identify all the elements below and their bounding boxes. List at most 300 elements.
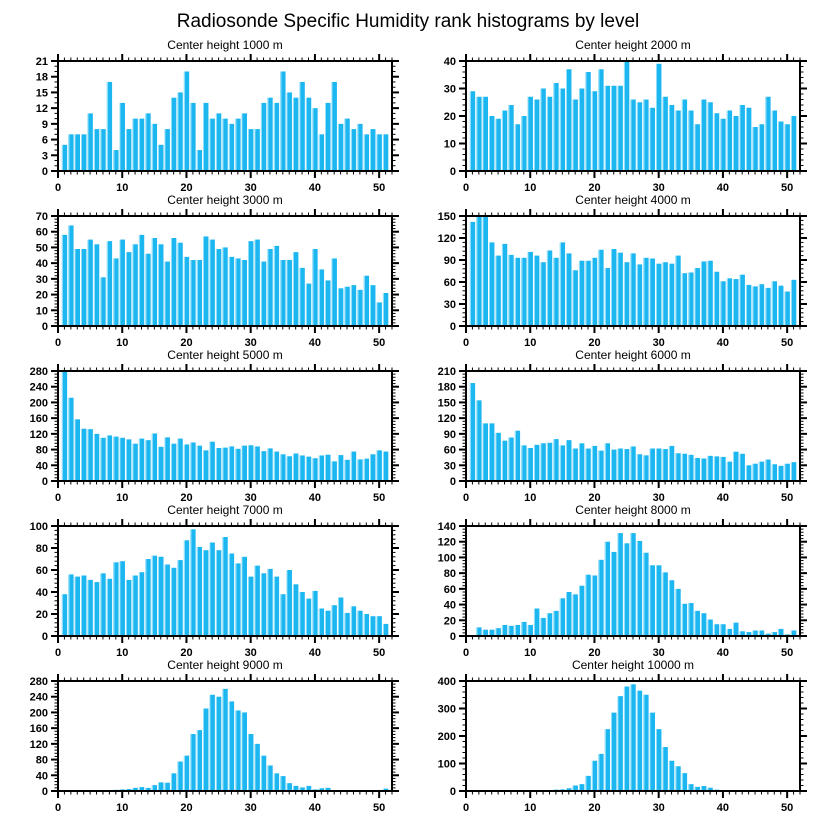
histogram-bar	[630, 253, 635, 326]
histogram-bar	[242, 712, 247, 791]
histogram-bar	[752, 127, 757, 171]
histogram-bar	[331, 605, 336, 636]
histogram-bar	[184, 71, 189, 171]
histogram-bar	[521, 116, 526, 171]
histogram-canvas-3000m	[10, 208, 408, 348]
histogram-bar	[274, 452, 279, 481]
histogram-bar	[177, 92, 182, 171]
histogram-bar	[75, 134, 80, 171]
histogram-grid	[0, 38, 816, 813]
histogram-bar	[572, 100, 577, 172]
histogram-bar	[338, 598, 343, 637]
histogram-bar	[364, 276, 369, 326]
y-tick-label: 0	[41, 786, 48, 798]
subplot-title: Center height 7000 m	[167, 503, 283, 517]
histogram-bar	[675, 111, 680, 172]
histogram-bar	[759, 462, 764, 481]
x-tick-label: 40	[308, 337, 322, 348]
y-tick-label: 180	[437, 381, 456, 394]
histogram-bar	[293, 584, 298, 636]
histogram-bar	[274, 246, 279, 326]
x-tick-label: 40	[308, 647, 322, 658]
histogram-bar	[720, 119, 725, 171]
y-tick-label: 20	[35, 609, 48, 621]
histogram-bar	[598, 250, 603, 326]
histogram-canvas-2000m	[418, 53, 816, 193]
histogram-bar	[299, 592, 304, 636]
histogram-bar	[139, 119, 144, 171]
y-tick-label: 60	[443, 583, 456, 596]
x-tick-label: 10	[116, 182, 129, 193]
histogram-bar	[495, 628, 500, 636]
histogram-bar	[624, 449, 629, 481]
histogram-bar	[81, 249, 86, 326]
histogram-bar	[280, 454, 285, 481]
y-tick-label: 80	[443, 568, 456, 581]
histogram-bar	[319, 269, 324, 326]
histogram-bar	[261, 262, 266, 326]
histogram-bar	[94, 434, 99, 481]
histogram-bar	[171, 444, 176, 481]
histogram-bar	[656, 64, 661, 171]
histogram-bar	[739, 454, 744, 481]
y-tick-label: 3	[41, 150, 48, 163]
y-tick-label: 40	[35, 460, 48, 473]
histogram-bar	[515, 625, 520, 636]
histogram-bar	[287, 570, 292, 636]
histogram-bar	[87, 580, 92, 636]
histogram-bar	[579, 89, 584, 172]
histogram-bar	[624, 543, 629, 636]
histogram-bar	[306, 98, 311, 171]
histogram-bar	[727, 462, 732, 481]
histogram-bar	[650, 713, 655, 791]
histogram-bar	[540, 89, 545, 172]
histogram-bar	[579, 784, 584, 791]
y-tick-label: 120	[437, 233, 456, 245]
histogram-bar	[62, 145, 67, 171]
histogram-bar	[319, 609, 324, 637]
histogram-bar	[75, 577, 80, 636]
histogram-bar	[701, 261, 706, 326]
y-tick-label: 160	[29, 723, 48, 736]
x-tick-label: 50	[373, 337, 386, 348]
histogram-bar	[476, 400, 481, 481]
histogram-bar	[222, 537, 227, 636]
histogram-bar	[508, 255, 513, 326]
histogram-bar	[62, 235, 67, 326]
histogram-bar	[669, 264, 674, 326]
histogram-bar	[267, 569, 272, 636]
histogram-bar	[739, 275, 744, 326]
histogram-bar	[688, 111, 693, 172]
histogram-bar	[521, 445, 526, 481]
histogram-bar	[701, 613, 706, 636]
y-tick-label: 200	[29, 397, 48, 410]
histogram-bar	[714, 624, 719, 636]
histogram-bar	[100, 129, 105, 171]
x-tick-label: 20	[180, 182, 193, 193]
histogram-bar	[560, 89, 565, 172]
histogram-bar	[177, 762, 182, 791]
histogram-bar	[528, 252, 533, 326]
histogram-bar	[784, 292, 789, 326]
histogram-bar	[765, 288, 770, 326]
y-tick-label: 200	[29, 707, 48, 720]
y-tick-label: 120	[437, 536, 456, 549]
histogram-bar	[145, 113, 150, 171]
histogram-bar	[714, 272, 719, 326]
histogram-bar	[643, 455, 648, 481]
histogram-bar	[203, 236, 208, 326]
histogram-bar	[598, 69, 603, 171]
histogram-bar	[746, 285, 751, 326]
histogram-bar	[312, 108, 317, 171]
histogram-bar	[566, 440, 571, 481]
histogram-bar	[274, 103, 279, 171]
histogram-bar	[720, 624, 725, 636]
histogram-bar	[370, 285, 375, 326]
histogram-bar	[274, 773, 279, 791]
x-tick-label: 10	[116, 492, 129, 503]
x-tick-label: 30	[652, 802, 665, 813]
histogram-bar	[197, 547, 202, 636]
histogram-bar	[695, 268, 700, 326]
histogram-bar	[75, 249, 80, 326]
histogram-bar	[778, 629, 783, 636]
histogram-bar	[120, 240, 125, 326]
histogram-bar	[261, 451, 266, 481]
histogram-bar	[553, 83, 558, 171]
x-tick-label: 0	[462, 647, 470, 658]
histogram-bar	[682, 273, 687, 326]
histogram-bar	[100, 438, 105, 481]
histogram-bar	[592, 258, 597, 326]
histogram-bar	[190, 734, 195, 791]
histogram-bar	[94, 129, 99, 171]
histogram-bar	[791, 116, 796, 171]
histogram-bar	[656, 729, 661, 791]
histogram-bar	[184, 257, 189, 326]
histogram-bar	[209, 695, 214, 791]
histogram-bar	[630, 446, 635, 481]
histogram-bar	[572, 449, 577, 481]
histogram-bar	[338, 124, 343, 171]
histogram-bar	[164, 262, 169, 326]
histogram-bar	[772, 111, 777, 172]
histogram-bar	[158, 244, 163, 326]
histogram-bar	[720, 281, 725, 326]
histogram-bar	[68, 134, 73, 171]
histogram-bar	[287, 260, 292, 326]
histogram-bar	[216, 249, 221, 326]
histogram-bar	[682, 604, 687, 636]
histogram-bar	[733, 452, 738, 481]
y-tick-label: 18	[35, 71, 48, 84]
histogram-bar	[547, 97, 552, 171]
histogram-bar	[287, 783, 292, 791]
y-tick-label: 0	[41, 476, 48, 488]
x-tick-label: 50	[781, 492, 794, 503]
histogram-bar	[637, 691, 642, 791]
histogram-bar	[759, 124, 764, 171]
histogram-bar	[94, 244, 99, 326]
x-tick-label: 0	[54, 337, 62, 348]
y-tick-label: 30	[443, 299, 456, 311]
histogram-bar	[682, 454, 687, 481]
x-tick-label: 30	[244, 182, 257, 193]
y-tick-label: 0	[449, 476, 456, 488]
histogram-bar	[643, 100, 648, 172]
histogram-bar	[521, 622, 526, 636]
histogram-bar	[216, 697, 221, 791]
histogram-bar	[68, 574, 73, 636]
histogram-bar	[585, 72, 590, 171]
histogram-bar	[495, 256, 500, 326]
histogram-bar	[784, 124, 789, 171]
histogram-bar	[376, 134, 381, 171]
histogram-bar	[778, 122, 783, 172]
histogram-bar	[222, 448, 227, 481]
histogram-bar	[528, 625, 533, 636]
histogram-bar	[695, 124, 700, 171]
histogram-bar	[145, 254, 150, 326]
histogram-bar	[152, 238, 157, 326]
y-tick-label: 240	[29, 691, 48, 704]
subplot-center-height-9000m	[0, 658, 408, 813]
histogram-bar	[605, 443, 610, 481]
histogram-bar	[650, 449, 655, 481]
histogram-bar	[572, 270, 577, 326]
histogram-bar	[113, 258, 118, 326]
histogram-bar	[364, 614, 369, 636]
histogram-bar	[351, 452, 356, 481]
histogram-bar	[319, 455, 324, 481]
histogram-bar	[139, 439, 144, 481]
histogram-bar	[229, 124, 234, 171]
histogram-bar	[495, 433, 500, 481]
histogram-bar	[81, 134, 86, 171]
histogram-bar	[784, 464, 789, 481]
histogram-bar	[113, 562, 118, 636]
histogram-bar	[242, 446, 247, 481]
histogram-bar	[344, 119, 349, 171]
histogram-canvas-5000m	[10, 363, 408, 503]
y-tick-label: 60	[443, 277, 456, 289]
subplot-center-height-2000m	[408, 38, 816, 193]
histogram-bar	[508, 626, 513, 636]
histogram-bar	[765, 97, 770, 171]
histogram-bar	[197, 260, 202, 326]
histogram-bar	[515, 124, 520, 171]
histogram-bar	[312, 458, 317, 481]
subplot-center-height-1000m	[0, 38, 408, 193]
x-tick-label: 0	[54, 182, 62, 193]
histogram-canvas-8000m	[418, 518, 816, 658]
y-tick-label: 6	[41, 134, 48, 147]
histogram-bar	[351, 129, 356, 171]
histogram-bar	[489, 116, 494, 171]
x-tick-label: 50	[781, 337, 794, 348]
y-tick-label: 30	[35, 273, 48, 286]
histogram-bar	[158, 447, 163, 481]
histogram-bar	[688, 603, 693, 636]
histogram-bar	[235, 449, 240, 481]
histogram-bar	[502, 441, 507, 481]
histogram-bar	[547, 613, 552, 636]
histogram-bar	[534, 609, 539, 637]
x-tick-label: 20	[588, 647, 601, 658]
histogram-bar	[222, 247, 227, 326]
histogram-bar	[100, 573, 105, 636]
histogram-bar	[656, 449, 661, 481]
histogram-bar	[280, 260, 285, 326]
histogram-bar	[177, 243, 182, 326]
histogram-bar	[319, 134, 324, 171]
x-tick-label: 30	[652, 647, 665, 658]
histogram-bar	[489, 242, 494, 326]
histogram-bar	[261, 103, 266, 171]
histogram-bar	[617, 533, 622, 636]
histogram-bar	[592, 576, 597, 637]
histogram-bar	[126, 129, 131, 171]
histogram-bar	[656, 565, 661, 636]
histogram-bar	[791, 462, 796, 481]
histogram-bar	[293, 454, 298, 482]
histogram-bar	[617, 253, 622, 326]
histogram-bar	[701, 458, 706, 481]
histogram-bar	[707, 261, 712, 326]
x-tick-label: 30	[652, 182, 665, 193]
histogram-bar	[733, 116, 738, 171]
histogram-bar	[598, 560, 603, 636]
y-tick-label: 0	[41, 631, 48, 643]
y-tick-label: 21	[35, 56, 48, 68]
histogram-bar	[727, 278, 732, 326]
histogram-bar	[637, 102, 642, 171]
histogram-bar	[370, 454, 375, 481]
subplot-title: Center height 9000 m	[167, 658, 283, 672]
histogram-bar	[534, 256, 539, 326]
histogram-bar	[688, 784, 693, 791]
histogram-bar	[229, 554, 234, 637]
histogram-bar	[572, 594, 577, 636]
histogram-bar	[242, 557, 247, 636]
histogram-bar	[248, 241, 253, 326]
x-tick-label: 0	[462, 802, 470, 813]
histogram-bar	[100, 277, 105, 326]
histogram-bar	[515, 258, 520, 326]
histogram-bar	[662, 97, 667, 171]
histogram-bar	[107, 435, 112, 481]
x-tick-label: 10	[524, 182, 537, 193]
x-tick-label: 40	[716, 182, 730, 193]
histogram-bar	[566, 69, 571, 171]
y-tick-label: 280	[29, 366, 48, 378]
y-tick-label: 100	[437, 758, 456, 771]
y-tick-label: 90	[443, 255, 456, 267]
x-tick-label: 40	[716, 492, 730, 503]
histogram-bar	[630, 100, 635, 172]
subplot-title: Center height 6000 m	[575, 348, 691, 362]
histogram-bar	[68, 398, 73, 481]
histogram-bar	[145, 440, 150, 481]
x-tick-label: 50	[781, 647, 794, 658]
y-tick-label: 0	[41, 321, 48, 333]
histogram-bar	[553, 258, 558, 326]
histogram-bar	[540, 262, 545, 326]
histogram-bar	[624, 262, 629, 326]
histogram-bar	[376, 302, 381, 326]
histogram-bar	[585, 449, 590, 481]
histogram-canvas-6000m	[418, 363, 816, 503]
histogram-bar	[242, 260, 247, 326]
histogram-bar	[675, 766, 680, 791]
y-tick-label: 10	[443, 138, 456, 151]
histogram-bar	[650, 565, 655, 636]
histogram-bar	[229, 257, 234, 326]
histogram-bar	[617, 449, 622, 481]
x-tick-label: 30	[244, 647, 257, 658]
y-tick-label: 120	[29, 428, 48, 441]
histogram-bar	[617, 696, 622, 791]
histogram-bar	[113, 437, 118, 481]
x-tick-label: 0	[54, 802, 62, 813]
histogram-bar	[344, 460, 349, 481]
histogram-bar	[139, 572, 144, 636]
histogram-bar	[325, 280, 330, 326]
histogram-canvas-9000m	[10, 673, 408, 813]
y-tick-label: 150	[437, 397, 456, 410]
y-tick-label: 80	[35, 543, 48, 555]
histogram-bar	[759, 284, 764, 326]
y-tick-label: 30	[443, 460, 456, 473]
histogram-bar	[772, 464, 777, 481]
x-tick-label: 10	[524, 492, 537, 503]
histogram-bar	[81, 576, 86, 637]
histogram-bar	[637, 264, 642, 326]
histogram-bar	[306, 599, 311, 636]
histogram-bar	[120, 561, 125, 636]
histogram-bar	[164, 565, 169, 637]
histogram-bar	[209, 543, 214, 637]
histogram-bar	[579, 443, 584, 481]
histogram-bar	[528, 448, 533, 481]
histogram-bar	[312, 249, 317, 326]
x-tick-label: 30	[244, 337, 257, 348]
x-tick-label: 0	[54, 647, 62, 658]
histogram-bar	[675, 589, 680, 636]
histogram-bar	[540, 618, 545, 636]
histogram-bar	[357, 611, 362, 636]
histogram-bar	[209, 240, 214, 326]
histogram-bar	[508, 105, 513, 171]
histogram-bar	[624, 687, 629, 792]
histogram-bar	[470, 222, 475, 326]
x-tick-label: 20	[588, 337, 601, 348]
histogram-bar	[489, 423, 494, 481]
histogram-bar	[344, 287, 349, 326]
y-tick-label: 40	[443, 599, 456, 612]
subplot-title: Center height 4000 m	[575, 193, 691, 207]
subplot-center-height-5000m	[0, 348, 408, 503]
histogram-bar	[171, 98, 176, 171]
histogram-bar	[662, 449, 667, 481]
histogram-bar	[171, 568, 176, 636]
y-tick-label: 10	[35, 305, 48, 318]
histogram-bar	[521, 258, 526, 326]
histogram-bar	[203, 103, 208, 171]
